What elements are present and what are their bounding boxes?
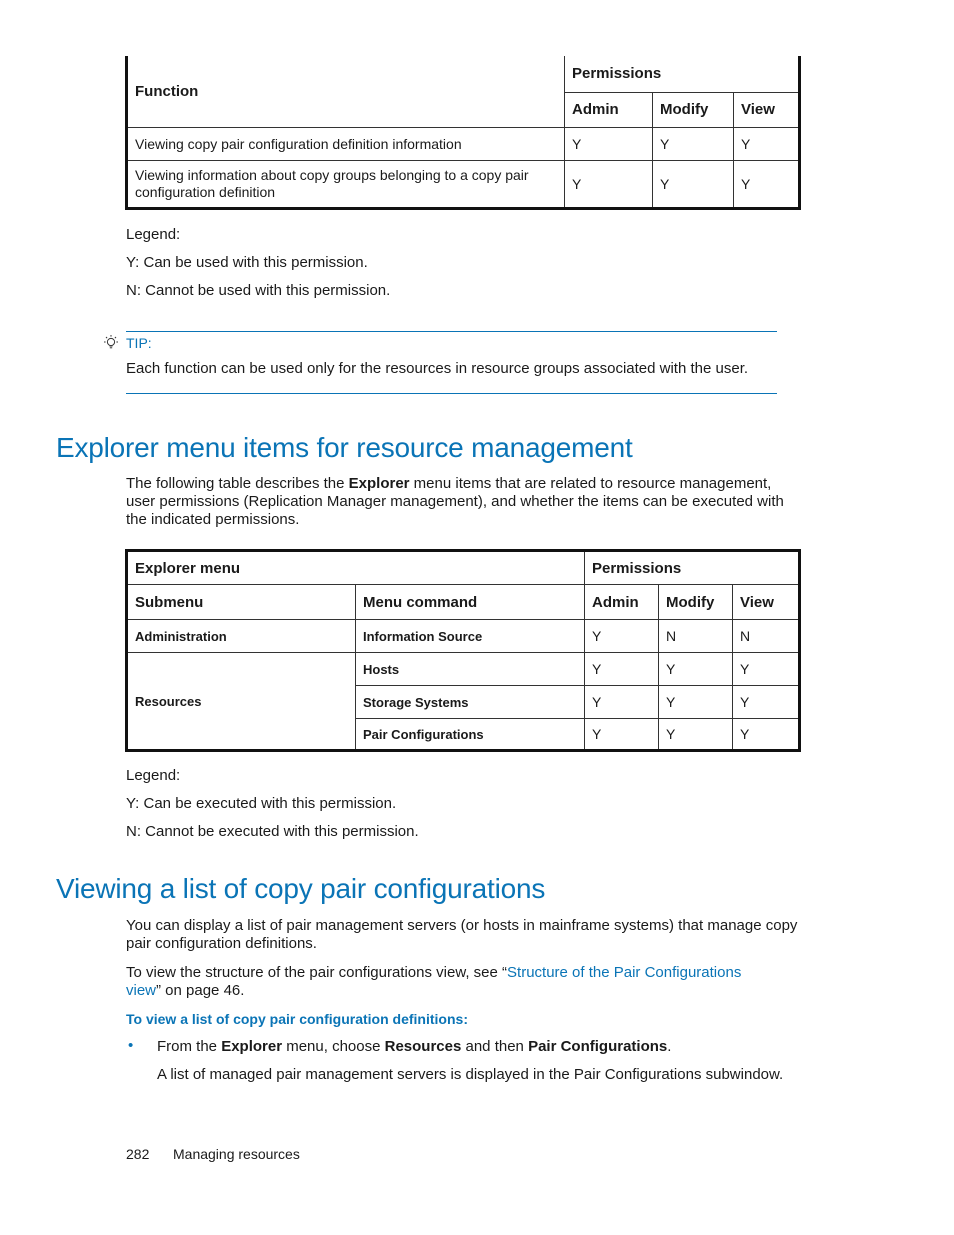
col-explorer-menu-header: Explorer menu [127, 551, 585, 585]
table-row [127, 160, 800, 208]
para2-text-pre: To view the structure of the pair configurations view, see “ [126, 964, 508, 981]
step-text: menu, choose [282, 1038, 385, 1055]
col-view-header: View [734, 92, 800, 127]
modify-cell: N [659, 620, 733, 653]
page-number: 282 [126, 1146, 150, 1162]
col-permissions-header: Permissions [585, 551, 800, 585]
modify-cell: Y [659, 653, 733, 686]
step-text: . [667, 1038, 672, 1055]
step-bold-resources: Resources [384, 1038, 462, 1055]
col-function-header: Function [127, 56, 565, 127]
tip-label: TIP: [126, 335, 152, 351]
admin-cell: Y [585, 620, 659, 653]
step-text: and then [461, 1038, 529, 1055]
modify-cell: Y [653, 127, 734, 160]
submenu-cell: Resources [127, 653, 356, 751]
step-bold-explorer: Explorer [221, 1038, 283, 1055]
modify-cell: Y [653, 160, 734, 208]
para2-text-post: ” on page 46. [156, 982, 245, 999]
admin-cell: Y [565, 127, 653, 160]
footer-section-title: Managing resources [173, 1146, 300, 1162]
function-cell: Viewing information about copy groups belonging to a copy pair configuration definition [127, 160, 565, 208]
menu-command-cell: Storage Systems [356, 686, 585, 719]
view-cell: N [733, 620, 800, 653]
section-heading-viewing-list: Viewing a list of copy pair configurations [56, 873, 546, 904]
admin-cell: Y [585, 653, 659, 686]
intro-text-pre: The following table describes the [126, 475, 349, 492]
step-bold-pair-configurations: Pair Configurations [528, 1038, 668, 1055]
legend-title: Legend: [126, 767, 181, 784]
explorer-menu-permissions-table [125, 549, 801, 752]
col-menu-command-header: Menu command [356, 585, 585, 620]
intro-text-post: menu items that are related to resource management, user permissions (Replication Manager management), and whether the items can be executed with the indicated permissions. [126, 475, 784, 528]
submenu-cell: Administration [127, 620, 356, 653]
procedure-step [157, 1038, 671, 1056]
view-cell: Y [733, 653, 800, 686]
menu-command-cell: Hosts [356, 653, 585, 686]
admin-cell: Y [565, 160, 653, 208]
section2-para1: You can display a list of pair management servers (or hosts in mainframe systems) that manage copy pair configuration definitions. [126, 917, 798, 952]
legend-y: Y: Can be executed with this permission. [126, 795, 397, 812]
tip-text: Each function can be used only for the resources in resource groups associated with the user. [126, 360, 749, 377]
col-permissions-header: Permissions [565, 56, 800, 92]
col-modify-header: Modify [653, 92, 734, 127]
view-cell: Y [733, 686, 800, 719]
view-cell: Y [734, 127, 800, 160]
view-cell: Y [733, 719, 800, 751]
view-cell: Y [734, 160, 800, 208]
link-text-line1[interactable]: Structure of the Pair Configurations [507, 964, 742, 981]
col-submenu-header: Submenu [127, 585, 356, 620]
tip-bottom-rule [126, 393, 777, 394]
link-text-line2[interactable]: view [126, 982, 157, 999]
procedure-step-result: A list of managed pair management servers is displayed in the Pair Configurations subwindow. [157, 1066, 784, 1083]
lightbulb-icon [102, 334, 120, 352]
section2-para2 [126, 964, 802, 1000]
legend-n: N: Cannot be executed with this permission. [126, 823, 419, 840]
bullet-icon: • [128, 1037, 134, 1054]
function-permissions-table [125, 56, 801, 210]
legend-y: Y: Can be used with this permission. [126, 254, 368, 271]
procedure-heading: To view a list of copy pair configuration definitions: [126, 1011, 468, 1027]
admin-cell: Y [585, 686, 659, 719]
section-heading-explorer-menu: Explorer menu items for resource management [56, 432, 633, 463]
menu-command-cell: Information Source [356, 620, 585, 653]
table-row [127, 620, 800, 653]
modify-cell: Y [659, 719, 733, 751]
admin-cell: Y [585, 719, 659, 751]
menu-command-cell: Pair Configurations [356, 719, 585, 751]
modify-cell: Y [659, 686, 733, 719]
intro-text-bold: Explorer [348, 475, 410, 492]
section-intro [126, 475, 802, 529]
legend-n: N: Cannot be used with this permission. [126, 282, 391, 299]
function-cell: Viewing copy pair configuration definition information [127, 127, 565, 160]
table-row [127, 127, 800, 160]
tip-top-rule [126, 331, 777, 332]
table-row [127, 653, 800, 686]
step-text: From the [157, 1038, 222, 1055]
col-admin-header: Admin [565, 92, 653, 127]
col-view-header: View [733, 585, 800, 620]
legend-title: Legend: [126, 226, 181, 243]
col-modify-header: Modify [659, 585, 733, 620]
col-admin-header: Admin [585, 585, 659, 620]
